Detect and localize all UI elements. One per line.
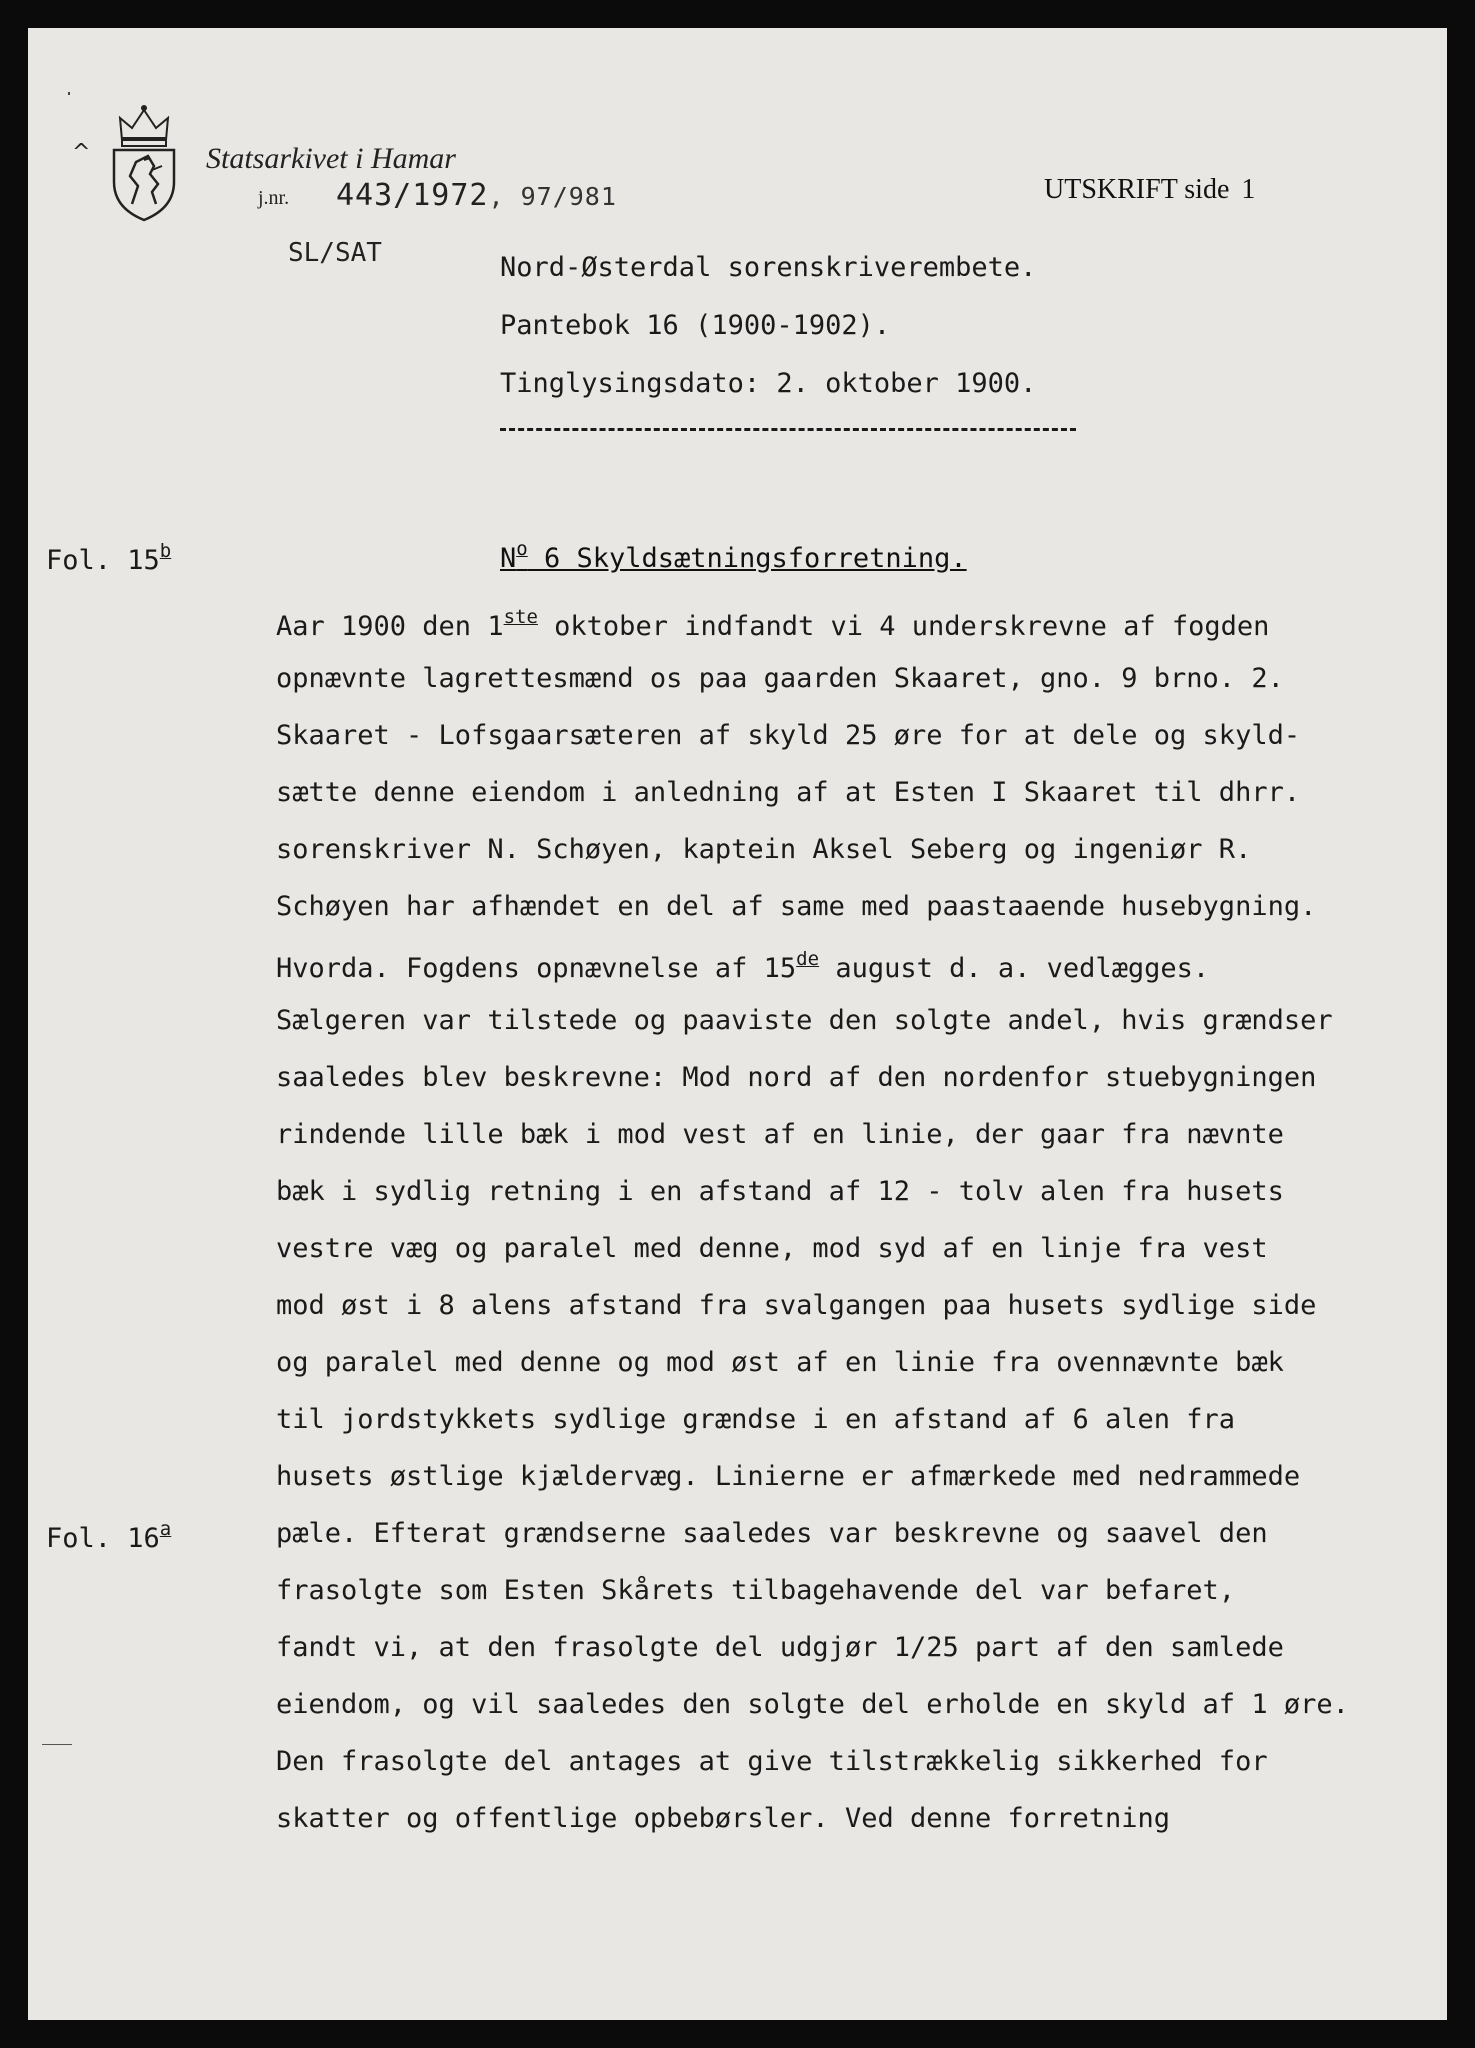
body-line-11: bæk i sydlig retning i en afstand af 12 - tolv alen fra husets — [276, 1176, 1284, 1207]
body-line-4: sætte denne eiendom i anledning af at Esten I Skaaret til dhrr. — [276, 777, 1301, 808]
body-text: Aar 1900 den 1 — [276, 611, 504, 642]
caret-mark: ^ — [72, 140, 91, 165]
reference-code: SL/SAT — [288, 238, 382, 268]
journal-number-suffix: , 97/981 — [488, 182, 617, 211]
norwegian-coat-of-arms-icon — [108, 100, 180, 222]
margin-rule — [42, 1744, 72, 1745]
body-line-22: skatter og offentlige opbebørsler. Ved denne forretning — [276, 1803, 1171, 1834]
ordinal-superscript: de — [796, 948, 820, 970]
entry-number-prefix: N — [500, 543, 517, 574]
page-number: 1 — [1241, 174, 1256, 205]
journal-number — [336, 178, 617, 213]
ordinal-superscript: ste — [503, 606, 538, 628]
folio-superscript: b — [159, 540, 172, 562]
entry-number-superscript: o — [516, 538, 528, 560]
body-line-12: vestre væg og paralel med denne, mod syd af en linje fra vest — [276, 1233, 1268, 1264]
body-line-6: Schøyen har afhændet en del af same med paastaaende husebygning. — [276, 891, 1317, 922]
journal-number-label: j.nr. — [258, 187, 290, 209]
institution-name: Statsarkivet i Hamar — [206, 142, 456, 175]
body-line-3: Skaaret - Lofsgaarsæteren af skyld 25 øre for at dele og skyld- — [276, 720, 1301, 751]
body-line-7 — [276, 948, 1209, 984]
utskrift-label: UTSKRIFT side — [1044, 174, 1230, 205]
body-line-14: og paralel med denne og mod øst af en linie fra ovennævnte bæk — [276, 1347, 1284, 1378]
book-heading: Pantebok 16 (1900-1902). — [500, 310, 891, 341]
body-line-21: Den frasolgte del antages at give tilstrækkelig sikkerhed for — [276, 1746, 1268, 1777]
folio-superscript: a — [159, 1518, 172, 1540]
body-line-17: pæle. Efterat grændserne saaledes var beskrevne og saavel den — [276, 1518, 1268, 1549]
margin-note-folio-15b — [46, 540, 171, 576]
body-text: oktober indfandt vi 4 underskrevne af fogden — [537, 611, 1270, 642]
journal-number-value: 443/1972 — [336, 178, 489, 213]
body-line-10: rindende lille bæk i mod vest af en linie, der gaar fra nævnte — [276, 1119, 1284, 1150]
speck-mark — [68, 92, 70, 95]
body-line-13: mod øst i 8 alens afstand fra svalgangen paa husets sydlige side — [276, 1290, 1317, 1321]
body-line-19: fandt vi, at den frasolgte del udgjør 1/25 part af den samlede — [276, 1632, 1284, 1663]
body-text: august d. a. vedlægges. — [819, 953, 1210, 984]
body-text: Hvorda. Fogdens opnævnelse af 15 — [276, 953, 797, 984]
entry-title — [500, 538, 967, 574]
date-heading: Tinglysingsdato: 2. oktober 1900. — [500, 368, 1037, 399]
folio-label: Fol. 15 — [46, 545, 160, 576]
margin-note-folio-16a — [46, 1518, 171, 1554]
body-line-5: sorenskriver N. Schøyen, kaptein Aksel Seberg og ingeniør R. — [276, 834, 1252, 865]
body-line-2: opnævnte lagrettesmænd os paa gaarden Skaaret, gno. 9 brno. 2. — [276, 663, 1284, 694]
dashed-divider — [500, 428, 1076, 431]
body-line-15: til jordstykkets sydlige grændse i en afstand af 6 alen fra — [276, 1404, 1236, 1435]
body-line-18: frasolgte som Esten Skårets tilbagehavende del var befaret, — [276, 1575, 1236, 1606]
body-line-8: Sælgeren var tilstede og paaviste den solgte andel, hvis grændser — [276, 1005, 1333, 1036]
body-line-9: saaledes blev beskrevne: Mod nord af den nordenfor stuebygningen — [276, 1062, 1317, 1093]
body-line-20: eiendom, og vil saaledes den solgte del erholde en skyld af 1 øre. — [276, 1689, 1349, 1720]
office-heading: Nord-Østerdal sorenskriverembete. — [500, 252, 1037, 283]
body-line-1 — [276, 606, 1269, 642]
body-line-16: husets østlige kjældervæg. Linierne er afmærkede med nedrammede — [276, 1461, 1301, 1492]
folio-label: Fol. 16 — [46, 1523, 160, 1554]
entry-title-text: 6 Skyldsætningsforretning. — [527, 543, 967, 574]
utskrift-page-indicator — [1044, 174, 1255, 206]
